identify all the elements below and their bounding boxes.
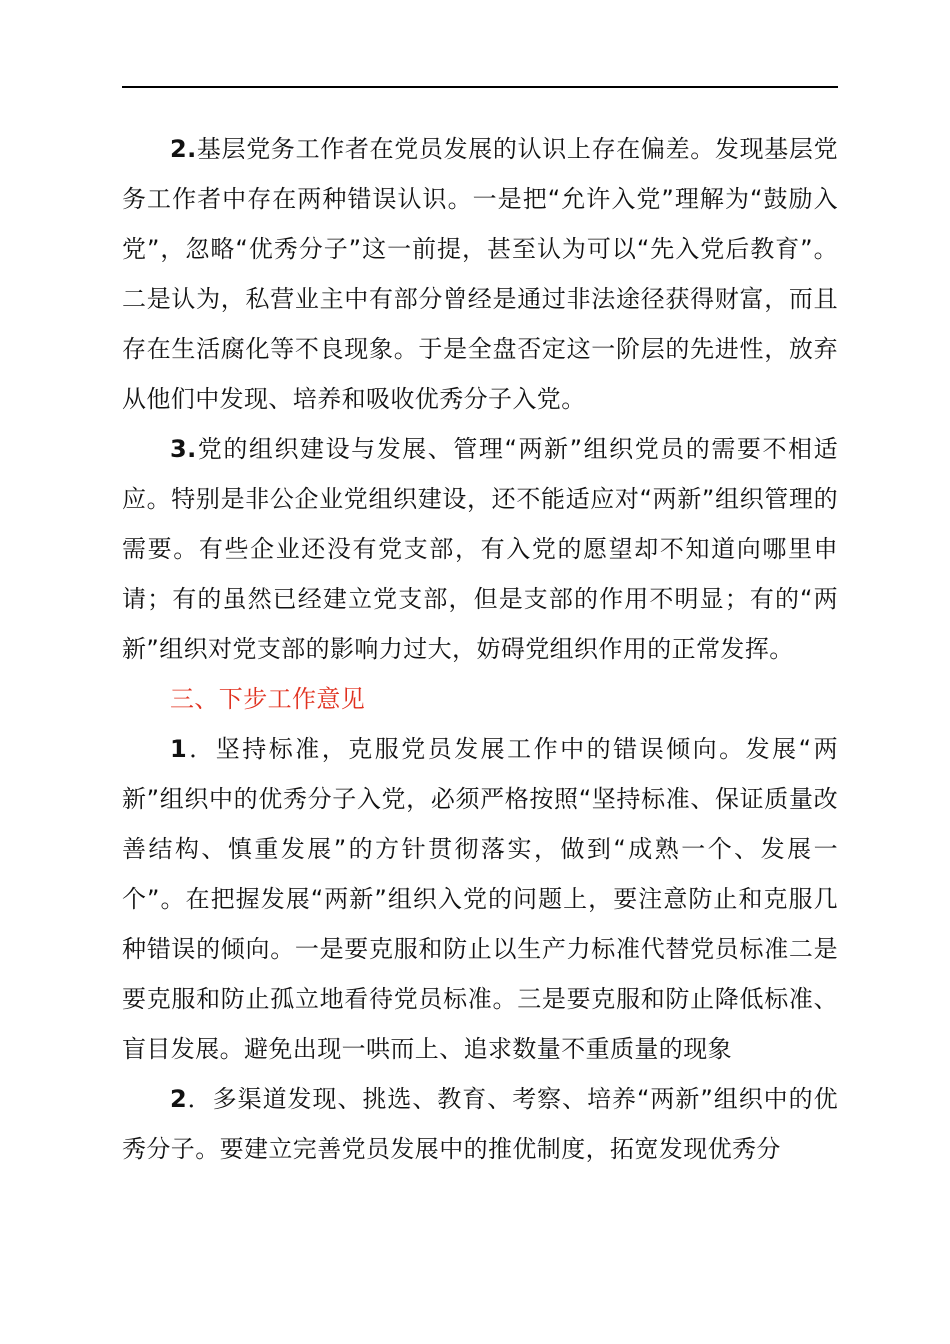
- item-1: [122, 724, 838, 1074]
- item-2: [122, 1074, 838, 1174]
- paragraph-number: 2.: [170, 135, 197, 163]
- document-body: [122, 124, 838, 1174]
- item-number: 1: [170, 735, 188, 763]
- paragraph-3: [122, 424, 838, 674]
- paragraph-2: [122, 124, 838, 424]
- item-number: 2: [170, 1085, 188, 1113]
- paragraph-text: 党的组织建设与发展、管理“两新”组织党员的需要不相适应。特别是非公企业党组织建设，还不能适应对“两新”组织管理的需要。有些企业还没有党支部，有入党的愿望却不知道向哪里申请；有的虽然已经建立党支部，但是支部的作用不明显；有的“两新”组织对党支部的影响力过大，妨碍党组织作用的正常发挥。: [122, 435, 839, 663]
- section-heading: 三、下步工作意见: [170, 685, 366, 713]
- item-text: ．多渠道发现、挑选、教育、考察、培养“两新”组织中的优秀分子。要建立完善党员发展中的推优制度，拓宽发现优秀分: [122, 1085, 838, 1163]
- item-text: ．坚持标准，克服党员发展工作中的错误倾向。发展“两新”组织中的优秀分子入党，必须严格按照“坚持标准、保证质量改善结构、慎重发展”的方针贯彻落实，做到“成熟一个、发展一个”。在把握发展“两新”组织入党的问题上，要注意防止和克服几种错误的倾向。一是要克服和防止以生产力标准代替党员标准二是要克服和防止孤立地看待党员标准。三是要克服和防止降低标准、盲目发展。避免出现一哄而上、追求数量不重质量的现象: [122, 735, 838, 1063]
- paragraph-text: 基层党务工作者在党员发展的认识上存在偏差。发现基层党务工作者中存在两种错误认识。一是把“允许入党”理解为“鼓励入党”，忽略“优秀分子”这一前提，甚至认为可以“先入党后教育”。二是认为，私营业主中有部分曾经是通过非法途径获得财富，而且存在生活腐化等不良现象。于是全盘否定这一阶层的先进性，放弃从他们中发现、培养和吸收优秀分子入党。: [122, 135, 838, 413]
- paragraph-number: 3.: [170, 435, 197, 463]
- header-rule: [122, 86, 838, 88]
